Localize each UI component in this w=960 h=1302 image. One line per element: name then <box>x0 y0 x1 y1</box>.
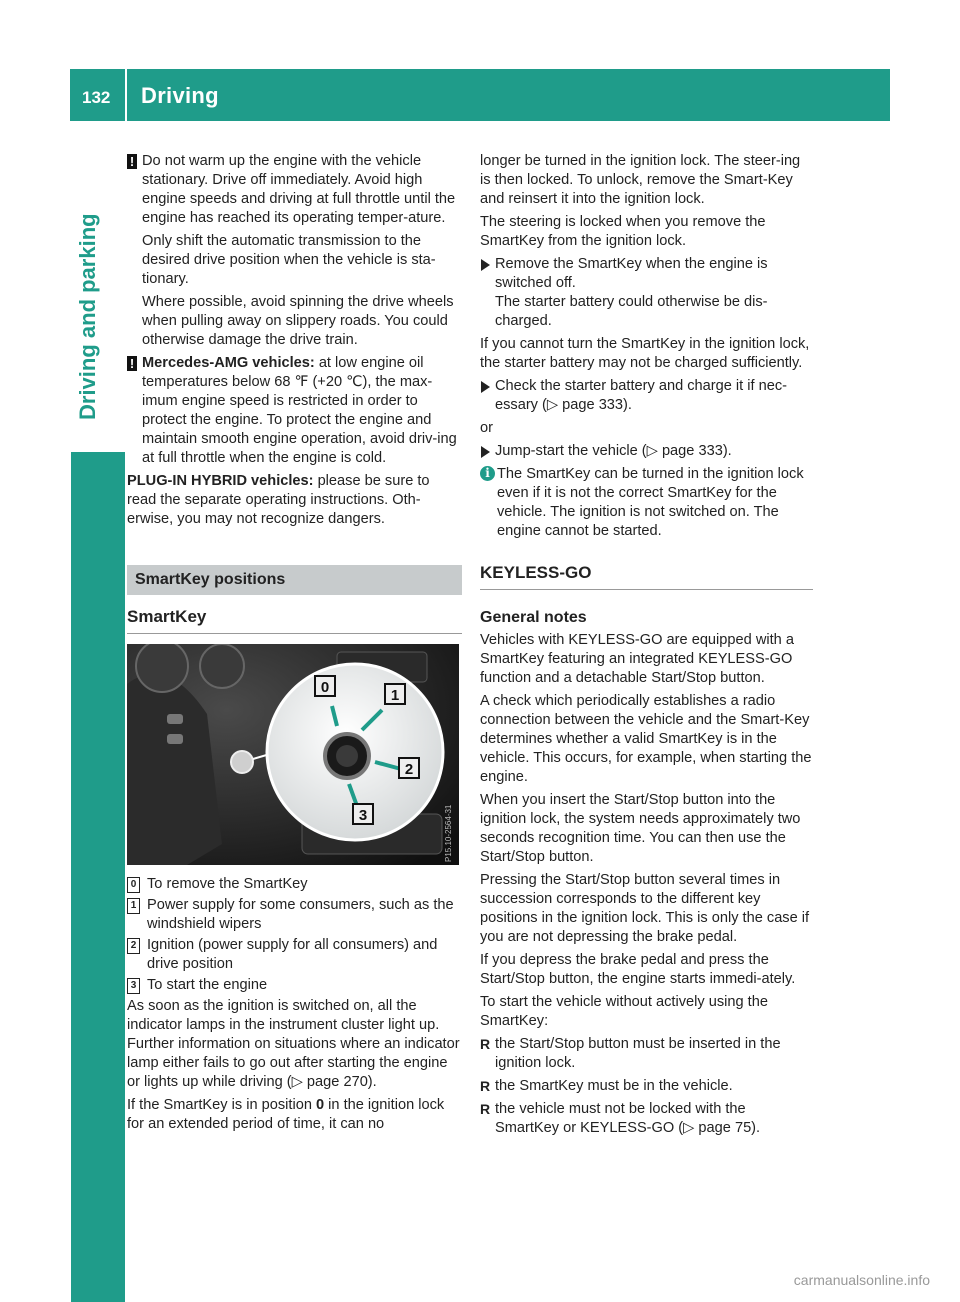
legend-key: 3 <box>127 978 140 994</box>
watermark: carmanualsonline.info <box>793 1272 930 1288</box>
instruction-step: Check the starter battery and charge it if nec-essary (▷ page 333). <box>480 377 813 415</box>
left-column <box>127 152 462 1138</box>
wheel-button-shape <box>167 734 183 744</box>
step-arrow-icon <box>481 259 490 271</box>
header-divider <box>125 69 127 121</box>
legend-list <box>127 875 462 995</box>
general-paragraph: To start the vehicle without actively using the SmartKey: <box>480 994 768 1029</box>
smartkey-ignition-figure <box>127 644 459 865</box>
bullet-r-icon: R <box>480 1078 491 1094</box>
svg-text:1: 1 <box>390 687 400 704</box>
step-arrow-icon <box>481 446 490 458</box>
amg-label: Mercedes-AMG vehicles: <box>142 355 315 371</box>
info-note: i The SmartKey can be turned in the ignition lock even if it is not the correct SmartKey for the vehicle. The ignition is not switched on. The engine cannot be started. <box>480 465 813 541</box>
steering-lock-paragraph: The steering is locked when you remove the SmartKey from the ignition lock. <box>480 214 766 249</box>
section-title-smartkey-positions: SmartKey positions <box>127 565 462 595</box>
label-2 <box>399 758 419 778</box>
step-arrow-icon <box>481 381 490 393</box>
heading-keyless-go: KEYLESS-GO <box>480 563 813 590</box>
label-3 <box>353 804 373 824</box>
general-paragraph: Pressing the Start/Stop button several times in succession corresponds to the different key positions in the ignition lock. This is only the case if you are not depressing the brake pedal. <box>480 872 810 945</box>
or-text: or <box>480 420 493 436</box>
wheel-button-shape <box>167 714 183 724</box>
warning-icon: ! <box>127 356 137 371</box>
legend-text: To remove the SmartKey <box>147 876 308 892</box>
svg-text:2: 2 <box>404 761 414 778</box>
label-1 <box>385 684 405 704</box>
list-item: R the SmartKey must be in the vehicle. <box>480 1078 733 1094</box>
legend-text: Power supply for some consumers, such as the windshield wipers <box>147 897 454 932</box>
subheading-smartkey: SmartKey <box>127 607 462 634</box>
sidebar-tab <box>71 452 125 1302</box>
legend-text: To start the engine <box>147 977 268 993</box>
warning-block <box>127 152 462 350</box>
steering-paragraph: longer be turned in the ignition lock. The steer-ing is then locked. To unlock, remove the Smart-Key and reinsert it into the ignition lock. <box>480 153 801 207</box>
list-item: R the vehicle must not be locked with the SmartKey or KEYLESS-GO (▷ page 75). <box>480 1101 761 1136</box>
plugin-hybrid-note <box>127 472 462 529</box>
legend-item <box>127 976 462 995</box>
legend-item <box>127 896 462 934</box>
warning-text: Do not warm up the engine with the vehicle stationary. Drive off immediately. Avoid high engine speeds and driving at full throttle until the engine has reached its operating temper-ature. <box>142 153 456 226</box>
label-0 <box>315 676 335 696</box>
ignition-slot <box>336 745 358 767</box>
battery-paragraph: If you cannot turn the SmartKey in the ignition lock, the starter battery may not be charged sufficiently. <box>480 336 810 371</box>
right-column <box>480 152 813 1142</box>
legend-text: Ignition (power supply for all consumers) and drive position <box>147 937 438 972</box>
page-header <box>70 69 890 121</box>
position-zero-paragraph: If the SmartKey is in position 0 in the ignition lock for an extended period of time, it can no <box>127 1097 445 1132</box>
legend-item <box>127 936 462 974</box>
ignition-illustration <box>127 644 459 865</box>
bullet-r-icon: R <box>480 1101 491 1117</box>
general-paragraph: A check which periodically establishes a radio connection between the vehicle and the Smart-Key determines whether a valid SmartKey is in the vehicle. This occurs, for example, when starting the engine. <box>480 693 812 785</box>
amg-text: at low engine oil temperatures below 68 ℉ (+20 ℃), the max-imum engine speed is restricted in order to protect the engine. To protect the engine and maintain smooth engine operation, avoid driv-ing at full throttle when the engine is cold. <box>142 355 457 466</box>
ignition-lock-small <box>231 751 253 773</box>
svg-text:3: 3 <box>358 807 368 824</box>
legend-key: 2 <box>127 938 140 954</box>
chapter-title: Driving <box>141 83 219 108</box>
instruction-step: Remove the SmartKey when the engine is switched off. The starter battery could otherwise be dis-charged. <box>480 255 813 331</box>
figure-code: P15.10-2564-31 <box>444 804 453 862</box>
plugin-text: please be sure to read the separate operating instructions. Oth-erwise, you may not recognize dangers. <box>127 473 430 527</box>
gauge-shape <box>136 644 188 692</box>
heading-general-notes: General notes <box>480 609 587 626</box>
general-paragraph: If you depress the brake pedal and press the Start/Stop button, the engine starts immedi-ately. <box>480 952 796 987</box>
general-paragraph: Vehicles with KEYLESS-GO are equipped with a SmartKey featuring an integrated KEYLESS-GO function and a detachable Start/Stop button. <box>480 632 794 686</box>
info-icon: i <box>480 466 495 481</box>
ignition-paragraph: As soon as the ignition is switched on, all the indicator lamps in the instrument cluster light up. Further information on situations where an indicator lamp either fails to go out after starting the engine or lights up while driving (▷ page 270). <box>127 998 460 1090</box>
plugin-label: PLUG-IN HYBRID vehicles: <box>127 473 314 489</box>
legend-item <box>127 875 462 894</box>
instruction-step: Jump-start the vehicle (▷ page 333). <box>480 442 813 461</box>
general-paragraph: When you insert the Start/Stop button into the ignition lock, the system needs approximately two seconds recognition time. You can then use the Start/Stop button. <box>480 792 801 865</box>
svg-text:0: 0 <box>320 679 330 696</box>
warning-icon: ! <box>127 154 137 169</box>
warning-block-amg <box>127 354 462 468</box>
legend-key: 0 <box>127 877 140 893</box>
page-number: 132 <box>82 88 111 107</box>
sidebar-chapter-label: Driving and parking <box>75 213 100 420</box>
warning-text: Only shift the automatic transmission to the desired drive position when the vehicle is sta-tionary. <box>142 233 436 287</box>
list-item: R the Start/Stop button must be inserted in the ignition lock. <box>480 1036 781 1071</box>
warning-text: Where possible, avoid spinning the drive wheels when pulling away on slippery roads. You could otherwise damage the drive train. <box>142 294 454 348</box>
legend-key: 1 <box>127 898 140 914</box>
gauge-shape <box>200 644 244 688</box>
bullet-r-icon: R <box>480 1036 491 1052</box>
